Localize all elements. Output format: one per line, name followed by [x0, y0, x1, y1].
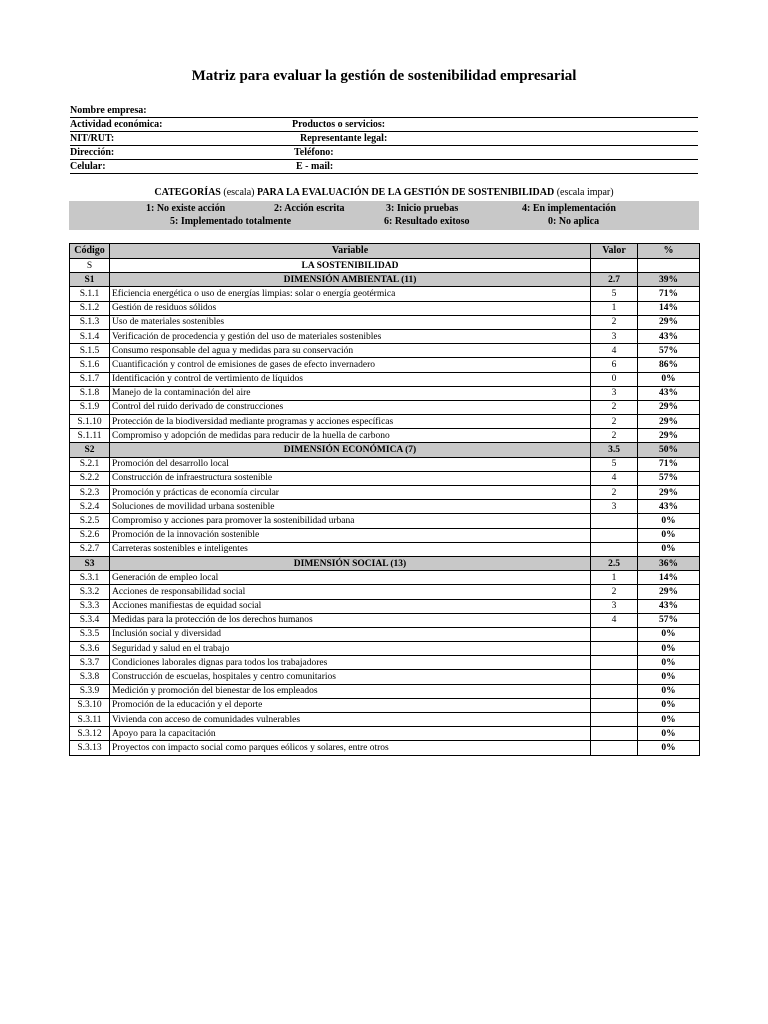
products-label: Productos o servicios: — [292, 119, 386, 130]
cell-value: 4 — [591, 471, 638, 485]
dimension-row — [70, 556, 700, 570]
cell-code: S.2.2 — [70, 471, 110, 485]
table-row — [70, 514, 700, 528]
cell-code: S3 — [70, 556, 110, 570]
cell-pct: 43% — [638, 329, 700, 343]
cell-variable: Vivienda con acceso de comunidades vulnerables — [110, 713, 591, 727]
cell-value: 3 — [591, 599, 638, 613]
table-row — [70, 670, 700, 684]
table-row — [70, 429, 700, 443]
cell-pct: 39% — [638, 273, 700, 287]
table-row — [70, 656, 700, 670]
cell-pct: 0% — [638, 670, 700, 684]
cell-pct: 0% — [638, 698, 700, 712]
table-row — [70, 400, 700, 414]
cell-code: S.1.1 — [70, 287, 110, 301]
cell-code: S.1.7 — [70, 372, 110, 386]
cell-variable: Proyectos con impacto social como parques eólicos y solares, entre otros — [110, 741, 591, 755]
cell-variable: Construcción de escuelas, hospitales y centro comunitarios — [110, 670, 591, 684]
cell-pct: 0% — [638, 713, 700, 727]
cell-variable: Apoyo para la capacitación — [110, 727, 591, 741]
cell-code: S.2.7 — [70, 542, 110, 556]
header-value: Valor — [591, 244, 638, 259]
table-body — [70, 259, 700, 756]
table-row — [70, 315, 700, 329]
cell-pct — [638, 259, 700, 273]
cell-value: 3.5 — [591, 443, 638, 457]
cell-code: S.3.5 — [70, 627, 110, 641]
table-row — [70, 358, 700, 372]
company-name-label: Nombre empresa: — [70, 105, 147, 116]
header-code: Código — [70, 244, 110, 259]
cell-pct: 50% — [638, 443, 700, 457]
table-row — [70, 329, 700, 343]
cell-pct: 29% — [638, 400, 700, 414]
cell-pct: 29% — [638, 315, 700, 329]
cell-variable: Carreteras sostenibles e inteligentes — [110, 542, 591, 556]
cell-value — [591, 684, 638, 698]
cell-variable: Inclusión social y diversidad — [110, 627, 591, 641]
cell-code: S.1.4 — [70, 329, 110, 343]
activity-label: Actividad económica: — [70, 119, 163, 130]
cell-variable: Medición y promoción del bienestar de los empleados — [110, 684, 591, 698]
evaluation-matrix-table — [69, 243, 700, 756]
cell-code: S.1.11 — [70, 429, 110, 443]
cell-variable: Seguridad y salud en el trabajo — [110, 642, 591, 656]
cell-code: S.2.6 — [70, 528, 110, 542]
cell-pct: 43% — [638, 500, 700, 514]
table-row — [70, 344, 700, 358]
cell-code: S.1.6 — [70, 358, 110, 372]
cell-pct: 0% — [638, 514, 700, 528]
cell-value: 2.5 — [591, 556, 638, 570]
cell-code: S.3.7 — [70, 656, 110, 670]
cell-value: 4 — [591, 344, 638, 358]
cell-value — [591, 698, 638, 712]
cell-value: 2 — [591, 486, 638, 500]
cell-code: S.3.2 — [70, 585, 110, 599]
company-info-form — [70, 104, 698, 174]
categories-title-a: CATEGORÍAS — [154, 187, 221, 198]
cell-value — [591, 670, 638, 684]
categories-title-b: (escala) — [223, 187, 255, 198]
cell-code: S.3.13 — [70, 741, 110, 755]
cell-variable: Promoción de la innovación sostenible — [110, 528, 591, 542]
email-label: E - mail: — [296, 161, 334, 172]
cell-value: 6 — [591, 358, 638, 372]
cell-variable: Identificación y control de vertimiento de líquidos — [110, 372, 591, 386]
cell-code: S.2.5 — [70, 514, 110, 528]
cell-code: S2 — [70, 443, 110, 457]
table-row — [70, 613, 700, 627]
cell-pct: 43% — [638, 599, 700, 613]
table-row — [70, 301, 700, 315]
cell-variable: LA SOSTENIBILIDAD — [110, 259, 591, 273]
scale-item-4: 4: En implementación — [522, 203, 616, 214]
cell-value — [591, 741, 638, 755]
cell-variable: Medidas para la protección de los derechos humanos — [110, 613, 591, 627]
table-row — [70, 372, 700, 386]
cell-variable: Acciones de responsabilidad social — [110, 585, 591, 599]
table-row — [70, 642, 700, 656]
cell-pct: 29% — [638, 585, 700, 599]
cell-code: S.1.10 — [70, 415, 110, 429]
table-row — [70, 585, 700, 599]
cell-value: 3 — [591, 500, 638, 514]
cell-pct: 43% — [638, 386, 700, 400]
table-header-row — [70, 244, 700, 259]
cell-code: S.3.10 — [70, 698, 110, 712]
cell-pct: 36% — [638, 556, 700, 570]
cell-value — [591, 713, 638, 727]
mobile-label: Celular: — [70, 161, 106, 172]
cell-variable: Soluciones de movilidad urbana sostenible — [110, 500, 591, 514]
form-row-nit — [70, 132, 698, 146]
cell-pct: 0% — [638, 372, 700, 386]
table-row — [70, 741, 700, 755]
cell-code: S1 — [70, 273, 110, 287]
cell-variable: Protección de la biodiversidad mediante programas y acciones específicas — [110, 415, 591, 429]
cell-pct: 86% — [638, 358, 700, 372]
cell-code: S.2.1 — [70, 457, 110, 471]
table-row — [70, 415, 700, 429]
cell-code: S — [70, 259, 110, 273]
cell-variable: Manejo de la contaminación del aire — [110, 386, 591, 400]
table-row — [70, 457, 700, 471]
nit-label: NIT/RUT: — [70, 133, 115, 144]
table-row — [70, 713, 700, 727]
dimension-row — [70, 273, 700, 287]
cell-variable: Condiciones laborales dignas para todos los trabajadores — [110, 656, 591, 670]
cell-pct: 0% — [638, 642, 700, 656]
cell-value — [591, 542, 638, 556]
cell-code: S.3.4 — [70, 613, 110, 627]
cell-pct: 57% — [638, 471, 700, 485]
table-row — [70, 571, 700, 585]
cell-value: 1 — [591, 571, 638, 585]
cell-pct: 57% — [638, 613, 700, 627]
table-row — [70, 698, 700, 712]
cell-pct: 57% — [638, 344, 700, 358]
cell-value: 2 — [591, 415, 638, 429]
table-row — [70, 599, 700, 613]
cell-value — [591, 514, 638, 528]
categories-title-c: PARA LA EVALUACIÓN DE LA GESTIÓN DE SOSTENIBILIDAD — [256, 187, 555, 198]
cell-value: 2 — [591, 585, 638, 599]
cell-pct: 0% — [638, 727, 700, 741]
table-row — [70, 627, 700, 641]
cell-variable: DIMENSIÓN SOCIAL (13) — [110, 556, 591, 570]
cell-variable: Uso de materiales sostenibles — [110, 315, 591, 329]
cell-value: 3 — [591, 386, 638, 400]
cell-value: 5 — [591, 287, 638, 301]
cell-code: S.3.6 — [70, 642, 110, 656]
cell-variable: Promoción del desarrollo local — [110, 457, 591, 471]
table-row — [70, 684, 700, 698]
form-row-mobile — [70, 160, 698, 174]
cell-pct: 29% — [638, 429, 700, 443]
cell-code: S.1.9 — [70, 400, 110, 414]
cell-value — [591, 259, 638, 273]
cell-code: S.1.5 — [70, 344, 110, 358]
cell-pct: 29% — [638, 486, 700, 500]
cell-pct: 0% — [638, 656, 700, 670]
cell-variable: DIMENSIÓN ECONÓMICA (7) — [110, 443, 591, 457]
table-row — [70, 486, 700, 500]
cell-pct: 0% — [638, 627, 700, 641]
table-row — [70, 727, 700, 741]
categories-title-d: (escala impar) — [556, 187, 614, 198]
categories-title — [70, 187, 698, 198]
cell-pct: 0% — [638, 741, 700, 755]
form-row-address — [70, 146, 698, 160]
header-variable: Variable — [110, 244, 591, 259]
cell-value: 2 — [591, 429, 638, 443]
cell-variable: Acciones manifiestas de equidad social — [110, 599, 591, 613]
cell-code: S.3.3 — [70, 599, 110, 613]
cell-variable: Generación de empleo local — [110, 571, 591, 585]
cell-code: S.1.2 — [70, 301, 110, 315]
cell-value — [591, 727, 638, 741]
table-row — [70, 528, 700, 542]
cell-pct: 14% — [638, 571, 700, 585]
cell-code: S.3.9 — [70, 684, 110, 698]
scale-item-0: 0: No aplica — [548, 216, 600, 227]
cell-value: 2 — [591, 400, 638, 414]
cell-pct: 0% — [638, 542, 700, 556]
cell-variable: Construcción de infraestructura sostenible — [110, 471, 591, 485]
cell-variable: Gestión de residuos sólidos — [110, 301, 591, 315]
scale-legend — [69, 201, 699, 230]
scale-item-1: 1: No existe acción — [146, 203, 226, 214]
cell-variable: Verificación de procedencia y gestión del uso de materiales sostenibles — [110, 329, 591, 343]
cell-variable: Eficiencia energética o uso de energías limpias: solar o energía geotérmica — [110, 287, 591, 301]
section-row — [70, 259, 700, 273]
scale-item-5: 5: Implementado totalmente — [170, 216, 292, 227]
address-label: Dirección: — [70, 147, 115, 158]
table-row — [70, 471, 700, 485]
document-title: Matriz para evaluar la gestión de sostenibilidad empresarial — [191, 68, 577, 84]
table-row — [70, 386, 700, 400]
cell-value — [591, 627, 638, 641]
cell-value: 5 — [591, 457, 638, 471]
cell-code: S.1.8 — [70, 386, 110, 400]
scale-item-3: 3: Inicio pruebas — [386, 203, 459, 214]
table-row — [70, 500, 700, 514]
cell-code: S.3.8 — [70, 670, 110, 684]
cell-value: 1 — [591, 301, 638, 315]
form-row-activity — [70, 118, 698, 132]
cell-variable: Compromiso y adopción de medidas para reducir de la huella de carbono — [110, 429, 591, 443]
phone-label: Teléfono: — [294, 147, 334, 158]
table-row — [70, 287, 700, 301]
cell-pct: 0% — [638, 684, 700, 698]
cell-value — [591, 656, 638, 670]
cell-variable: Promoción de la educación y el deporte — [110, 698, 591, 712]
table-row — [70, 542, 700, 556]
cell-variable: Promoción y prácticas de economía circular — [110, 486, 591, 500]
cell-value: 3 — [591, 329, 638, 343]
cell-value: 2.7 — [591, 273, 638, 287]
cell-value — [591, 528, 638, 542]
cell-value — [591, 642, 638, 656]
cell-code: S.3.1 — [70, 571, 110, 585]
cell-variable: Consumo responsable del agua y medidas para su conservación — [110, 344, 591, 358]
cell-variable: Control del ruido derivado de construcciones — [110, 400, 591, 414]
cell-pct: 0% — [638, 528, 700, 542]
cell-pct: 29% — [638, 415, 700, 429]
cell-value: 4 — [591, 613, 638, 627]
cell-variable: Cuantificación y control de emisiones de gases de efecto invernadero — [110, 358, 591, 372]
cell-code: S.1.3 — [70, 315, 110, 329]
cell-code: S.2.4 — [70, 500, 110, 514]
cell-value: 0 — [591, 372, 638, 386]
dimension-row — [70, 443, 700, 457]
cell-value: 2 — [591, 315, 638, 329]
cell-code: S.3.12 — [70, 727, 110, 741]
scale-item-6: 6: Resultado exitoso — [384, 216, 470, 227]
form-row-company — [70, 104, 698, 118]
legal-rep-label: Representante legal: — [300, 133, 388, 144]
cell-pct: 71% — [638, 457, 700, 471]
cell-variable: DIMENSIÓN AMBIENTAL (11) — [110, 273, 591, 287]
cell-code: S.2.3 — [70, 486, 110, 500]
cell-pct: 14% — [638, 301, 700, 315]
scale-item-2: 2: Acción escrita — [274, 203, 345, 214]
cell-variable: Compromiso y acciones para promover la sostenibilidad urbana — [110, 514, 591, 528]
header-pct: % — [638, 244, 700, 259]
cell-pct: 71% — [638, 287, 700, 301]
cell-code: S.3.11 — [70, 713, 110, 727]
